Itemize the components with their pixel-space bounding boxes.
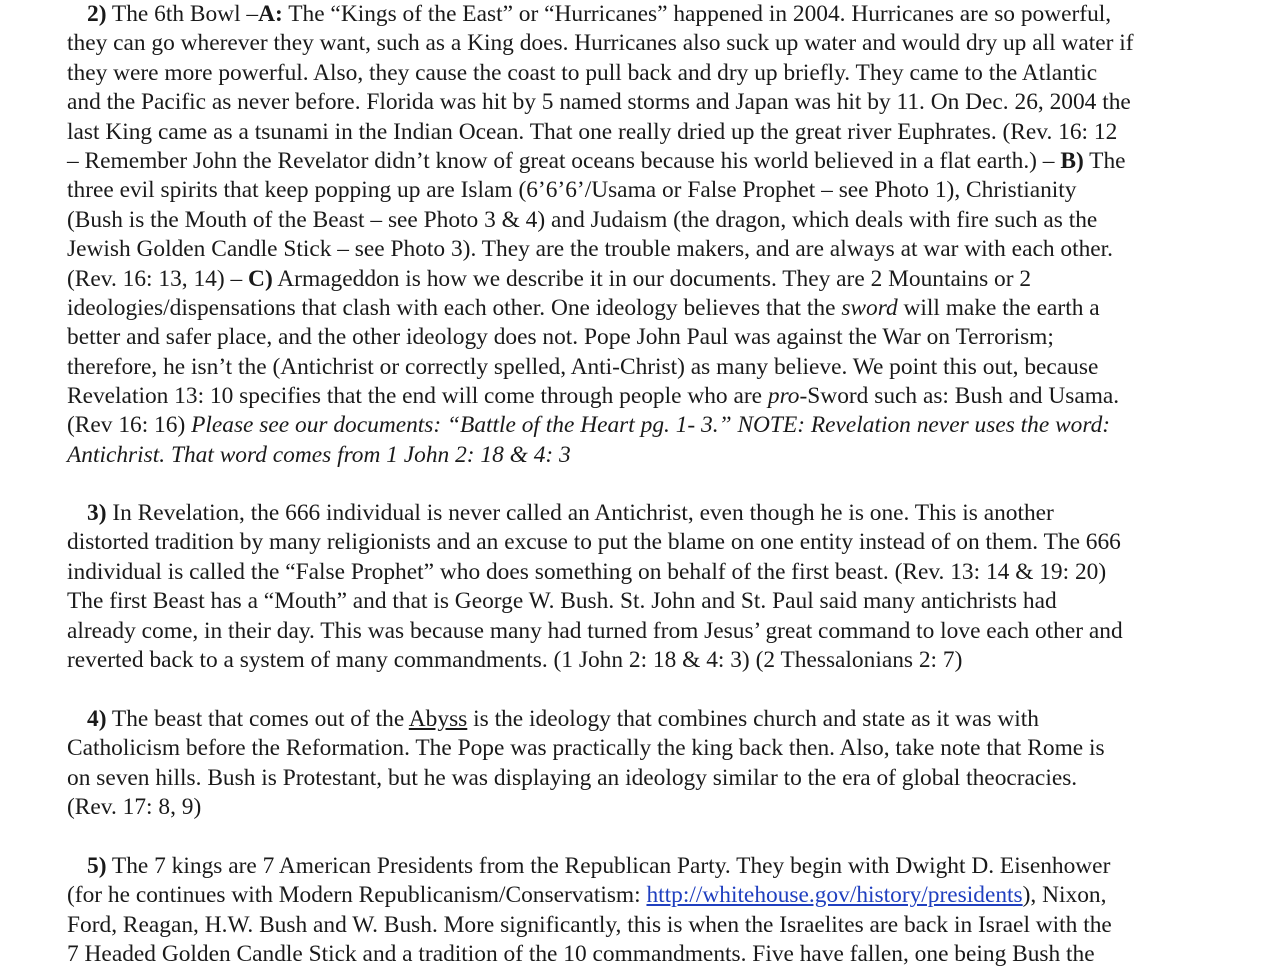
- text-run: In Revelation, the 666 individual is never called an Antichrist, even though he is one. This is another: [106, 500, 1054, 526]
- text-line: [67, 587, 1227, 616]
- text-run: Ford, Reagan, H.W. Bush and W. Bush. More significantly, this is when the Israelites are back in Israel with the: [67, 911, 1112, 938]
- text-run: on seven hills. Bush is Protestant, but he was displaying an ideology similar to the era of global theocracies.: [67, 764, 1078, 791]
- text-line: [67, 441, 1227, 470]
- text-line: [67, 646, 1227, 675]
- text-run: The 7 kings are 7 American Presidents from the Republican Party. They begin with Dwight D. Eisenhower: [106, 853, 1111, 879]
- text-line: [67, 59, 1227, 88]
- text-line: [67, 764, 1227, 793]
- text-run: The: [1083, 147, 1126, 174]
- text-line: [67, 734, 1227, 763]
- text-run: ideologies/dispensations that clash with each other. One ideology believes that the: [67, 294, 842, 321]
- text-line: [67, 235, 1227, 264]
- text-line: [67, 88, 1227, 117]
- text-run: will make the earth a: [897, 294, 1100, 321]
- text-run: (Rev 16: 16): [67, 412, 192, 439]
- item-number: 3): [87, 500, 107, 526]
- text-run: Antichrist. That word comes from 1 John 2: 18 & 4: 3: [67, 441, 571, 468]
- text-run: Abyss: [408, 706, 468, 732]
- text-line: [67, 265, 1227, 294]
- text-line: [67, 176, 1227, 205]
- text-run: Revelation 13: 10 specifies that the end will come through people who are: [67, 383, 768, 410]
- text-run: is the ideology that combines church and state as it was with: [467, 706, 1039, 732]
- section-5: [67, 852, 1227, 969]
- text-run: distorted tradition by many religionists and an excuse to put the blame on one entity instead of on them. The 666: [67, 529, 1121, 556]
- sub-point-label: A:: [258, 1, 283, 27]
- sub-point-label: B): [1060, 147, 1084, 174]
- section-4: [67, 705, 1227, 823]
- text-line: [67, 617, 1227, 646]
- text-run: The first Beast has a “Mouth” and that is George W. Bush. St. John and St. Paul said many antichrists had: [67, 588, 1057, 615]
- text-line: [67, 0, 1227, 29]
- section-3: [67, 499, 1227, 675]
- text-run: three evil spirits that keep popping up are Islam (6’6’6’/Usama or False Prophet – see Photo 1), Christianity: [67, 177, 1077, 204]
- text-run: ), Nixon,: [1022, 882, 1107, 909]
- text-line: [67, 705, 1227, 734]
- text-line: [67, 323, 1227, 352]
- section-2: [67, 0, 1227, 470]
- text-line: [67, 294, 1227, 323]
- text-run: pro: [767, 383, 800, 410]
- text-run: The beast that comes out of the: [106, 706, 409, 732]
- item-number: 4): [87, 706, 107, 732]
- sub-point-label: C): [248, 265, 273, 292]
- text-run: sword: [841, 294, 898, 321]
- text-line: [67, 558, 1227, 587]
- text-run: Catholicism before the Reformation. The Pope was practically the king back then. Also, take note that Rome is: [67, 735, 1105, 762]
- text-line: [67, 528, 1227, 557]
- text-run: individual is called the “False Prophet” who does something on behalf of the first beast. (Rev. 13: 14 & 19: 20): [67, 558, 1107, 585]
- text-line: [67, 852, 1227, 881]
- text-line: [67, 118, 1227, 147]
- text-run: better and safer place, and the other ideology does not. Pope John Paul was against the War on Terrorism;: [67, 324, 1054, 351]
- text-run: (Rev. 16: 13, 14) –: [67, 265, 249, 292]
- text-line: [67, 881, 1227, 910]
- text-run: -Sword such as: Bush and Usama.: [799, 383, 1120, 410]
- text-run: The “Kings of the East” or “Hurricanes” happened in 2004. Hurricanes are so powerful,: [282, 1, 1112, 27]
- text-run: they can go wherever they want, such as a King does. Hurricanes also suck up water and would dry up all water if: [67, 30, 1134, 57]
- text-run: already come, in their day. This was because many had turned from Jesus’ great command to love each other and: [67, 617, 1123, 644]
- text-run: The 6th Bowl –: [106, 1, 259, 27]
- text-run: (Rev. 17: 8, 9): [67, 794, 202, 821]
- text-line: [67, 147, 1227, 176]
- text-line: [67, 940, 1227, 969]
- text-run: and the Pacific as never before. Florida was hit by 5 named storms and Japan was hit by 11. On Dec. 26, 2004 the: [67, 89, 1131, 116]
- text-run: they were more powerful. Also, they cause the coast to pull back and dry up briefly. They came to the Atlantic: [67, 59, 1098, 86]
- text-run: Jewish Golden Candle Stick – see Photo 3). They are the trouble makers, and are always at war with each other.: [67, 236, 1113, 263]
- text-line: [67, 911, 1227, 940]
- text-line: [67, 29, 1227, 58]
- text-line: [67, 793, 1227, 822]
- text-line: [67, 382, 1227, 411]
- text-line: [67, 411, 1227, 440]
- text-run: last King came as a tsunami in the Indian Ocean. That one really dried up the great river Euphrates. (Rev. 16: 12: [67, 118, 1118, 145]
- text-run: Armageddon is how we describe it in our documents. They are 2 Mountains or 2: [272, 265, 1032, 292]
- item-number: 5): [87, 853, 107, 879]
- text-run: therefore, he isn’t the (Antichrist or correctly spelled, Anti-Christ) as many believe. We point this out, because: [67, 353, 1099, 380]
- text-line: [67, 206, 1227, 235]
- text-run: 7 Headed Golden Candle Stick and a tradition of the 10 commandments. Five have fallen, one being Bush the: [67, 941, 1095, 968]
- hyperlink[interactable]: http://whitehouse.gov/history/presidents: [646, 882, 1023, 909]
- text-run: Please see our documents: “Battle of the Heart pg. 1- 3.” NOTE: Revelation never uses the word:: [191, 412, 1111, 439]
- item-number: 2): [87, 1, 107, 27]
- text-line: [67, 353, 1227, 382]
- text-run: reverted back to a system of many commandments. (1 John 2: 18 & 4: 3) (2 Thessalonians 2: 7): [67, 646, 963, 673]
- text-line: [67, 499, 1227, 528]
- text-run: – Remember John the Revelator didn’t know of great oceans because his world believed in a flat earth.) –: [67, 147, 1061, 174]
- text-run: (for he continues with Modern Republicanism/Conservatism:: [67, 882, 647, 909]
- text-run: (Bush is the Mouth of the Beast – see Photo 3 & 4) and Judaism (the dragon, which deals with fire such as the: [67, 206, 1098, 233]
